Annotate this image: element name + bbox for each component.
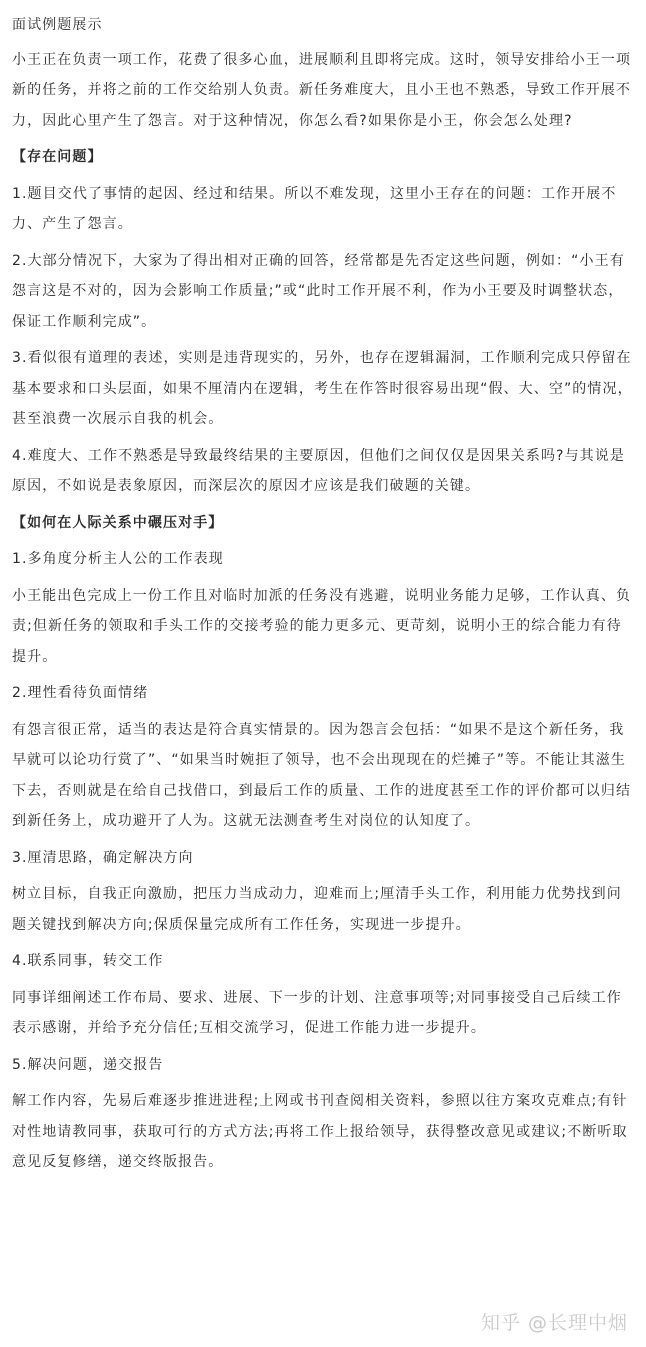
point-body-3: 树立目标，自我正向激励，把压力当成动力，迎难而上;厘清手头工作，利用能力优势找到问题关键找到解决方向;保质保量完成所有工作任务，实现进一步提升。	[12, 886, 622, 933]
point-title-1: 1.多角度分析主人公的工作表现	[12, 551, 224, 567]
point-title-4: 4.联系同事，转交工作	[12, 953, 164, 969]
point-body-4: 同事详细阐述工作布局、要求、进展、下一步的计划、注意事项等;对同事接受自己后续工作表示感谢，并给予充分信任;互相交流学习，促进工作能力进一步提升。	[12, 989, 622, 1036]
problem-item-2: 2.大部分情况下，大家为了得出相对正确的回答，经常都是先否定这些问题，例如：“小王有怨言这是不对的，因为会影响工作质量;”或“此时工作开展不利，作为小王要及时调整状态，保证工作顺利完成”。	[12, 252, 625, 330]
point-title-3: 3.厘清思路，确定解决方向	[12, 849, 194, 866]
point-body-1: 小王能出色完成上一份工作且对临时加派的任务没有逃避，说明业务能力足够，工作认真、负责;但新任务的领取和手头工作的交接考验的能力更多元、更苛刻，说明小王的综合能力有待提升。	[12, 587, 632, 665]
section-heading-solutions: 【如何在人际关系中碾压对手】	[12, 514, 224, 531]
problem-item-1: 1.题目交代了事情的起因、经过和结果。所以不难发现，这里小王存在的问题：工作开展不力、产生了怨言。	[12, 185, 617, 232]
zhihu-watermark: 知乎 @长理中烟	[480, 1312, 628, 1334]
section-heading-problems: 【存在问题】	[12, 149, 103, 165]
article-body	[12, 10, 636, 1184]
point-title-5: 5.解决问题，递交报告	[12, 1056, 164, 1073]
point-title-2: 2.理性看待负面情绪	[12, 685, 149, 701]
question-text: 小王正在负责一项工作，花费了很多心血，进展顺利且即将完成。这时，领导安排给小王一项新的任务，并将之前的工作交给别人负责。新任务难度大，且小王也不熟悉，导致工作开展不力，因此心里产生了怨言。对于这种情况，你怎么看?如果你是小王，你会怎么处理?	[12, 51, 632, 129]
problem-item-4: 4.难度大、工作不熟悉是导致最终结果的主要原因，但他们之间仅仅是因果关系吗?与其说是原因，不如说是表象原因，而深层次的原因才应该是我们破题的关键。	[12, 447, 625, 494]
page-title: 面试例题展示	[12, 17, 103, 33]
point-body-2: 有怨言很正常，适当的表达是符合真实情景的。因为怨言会包括：“如果不是这个新任务，我早就可以论功行赏了”、“如果当时婉拒了领导，也不会出现现在的烂摊子”等。不能让其滋生下去，否则就是在给自己找借口，到最后工作的质量、工作的进度甚至工作的评价都可以归结到新任务上，成功避开了人为。这就无法测查考生对岗位的认知度了。	[12, 721, 632, 829]
point-body-5: 解工作内容，先易后难逐步推进进程;上网或书刊查阅相关资料，参照以往方案攻克难点;有针对性地请教同事，获取可行的方式方法;再将工作上报给领导，获得整改意见或建议;不断听取意见反复修缮，递交终版报告。	[12, 1093, 628, 1170]
problem-item-3: 3.看似很有道理的表述，实则是违背现实的，另外，也存在逻辑漏洞，工作顺利完成只停留在基本要求和口头层面，如果不厘清内在逻辑，考生在作答时很容易出现“假、大、空”的情况，甚至浪费一次展示自我的机会。	[12, 350, 633, 427]
